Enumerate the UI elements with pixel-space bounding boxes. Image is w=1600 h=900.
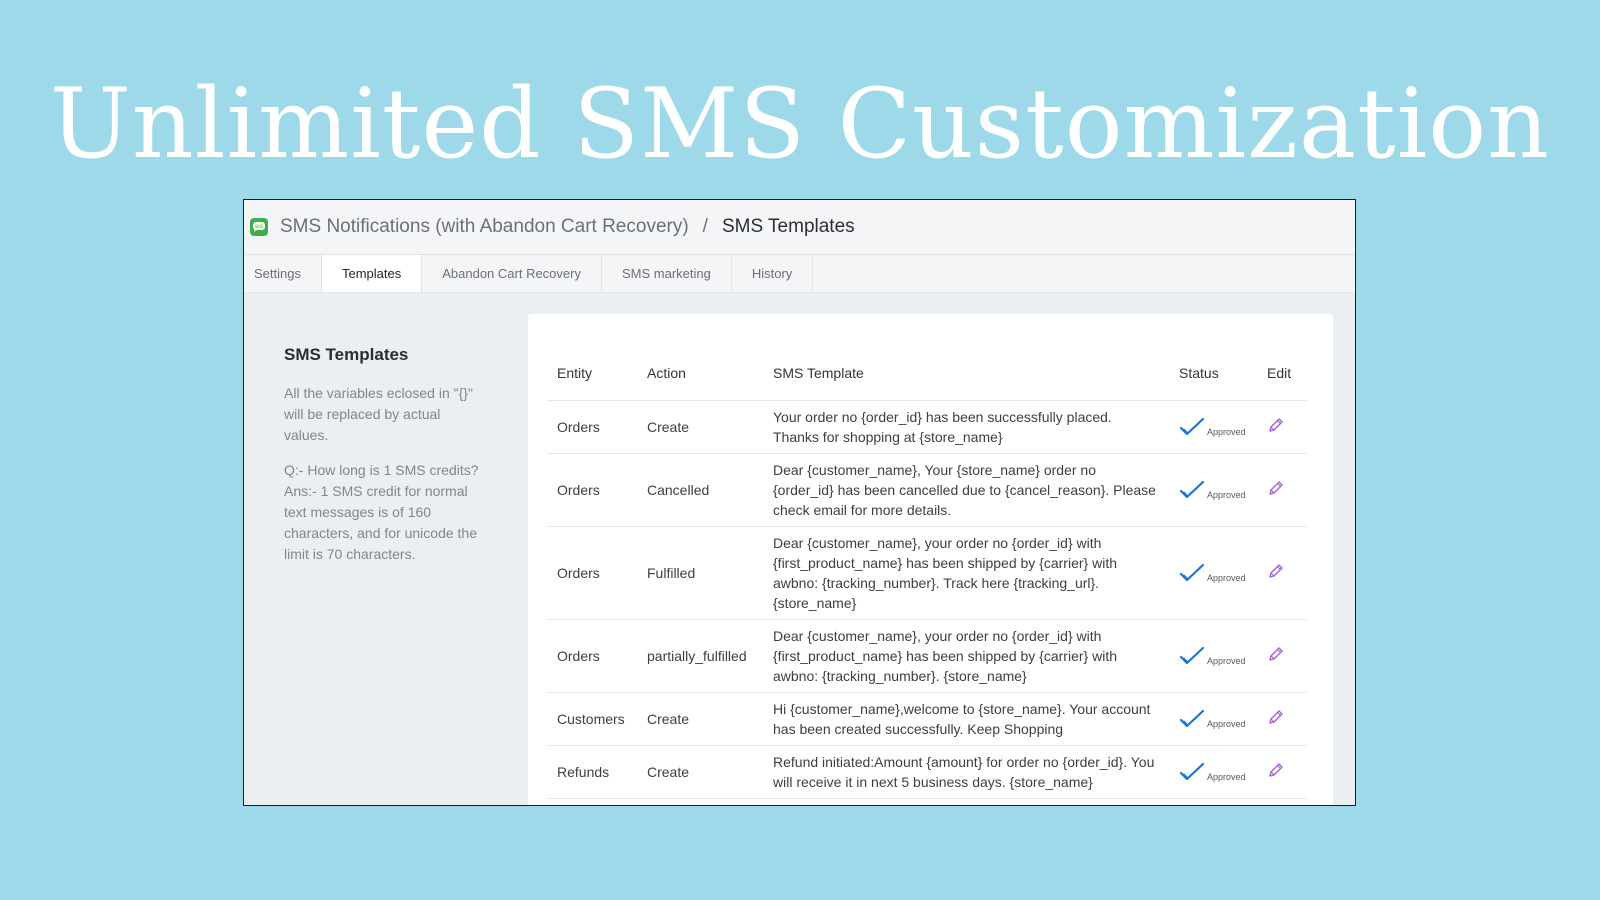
check-icon: [1179, 646, 1205, 666]
table-row: [547, 454, 1307, 527]
hero-title: Unlimited SMS Customization: [50, 68, 1550, 180]
header-entity: Entity: [547, 346, 637, 401]
status-badge: [1179, 417, 1247, 437]
sms-app-icon: [250, 218, 268, 236]
cell-status: [1169, 454, 1257, 527]
table-row: [547, 527, 1307, 620]
header-action: Action: [637, 346, 763, 401]
sidebar-description: All the variables eclosed in "{}" will be replaced by actual values.: [284, 385, 473, 443]
tab-abandon-cart-recovery[interactable]: Abandon Cart Recovery: [422, 255, 602, 292]
pencil-icon: [1267, 479, 1285, 497]
cell-sms-template: Dear {customer_name}, your order no {order_id} with {first_product_name} has been shipped by {carrier} with awbno: {tracking_number}. {store_name}: [763, 620, 1169, 693]
cell-edit: [1257, 620, 1307, 693]
table-row: [547, 401, 1307, 454]
tab-sms-marketing[interactable]: SMS marketing: [602, 255, 732, 292]
pencil-icon: [1267, 645, 1285, 663]
table-row: [547, 693, 1307, 746]
cell-sms-template: Dear {customer_name}, your order no {order_id} with {first_product_name} has been shipped by {carrier} with awbno: {tracking_number}. Track here {tracking_url}. {store_name}: [763, 527, 1169, 620]
check-icon: [1179, 762, 1205, 782]
status-label: Approved: [1207, 490, 1246, 500]
status-badge: [1179, 709, 1247, 729]
header-status: Status: [1169, 346, 1257, 401]
cell-sms-template: Refund initiated:Amount {amount} for order no {order_id}. You will receive it in next 5 business days. {store_name}: [763, 746, 1169, 799]
cell-edit: [1257, 693, 1307, 746]
cell-action: Create: [637, 746, 763, 799]
cell-edit: [1257, 454, 1307, 527]
pencil-icon: [1267, 416, 1285, 434]
header-edit: Edit: [1257, 346, 1307, 401]
cell-status: [1169, 693, 1257, 746]
check-icon: [1179, 417, 1205, 437]
pencil-icon: [1267, 708, 1285, 726]
status-badge: [1179, 762, 1247, 782]
cell-entity: Refunds: [547, 746, 637, 799]
cell-entity: Orders: [547, 620, 637, 693]
status-label: Approved: [1207, 573, 1246, 583]
cell-edit: [1257, 746, 1307, 799]
cell-status: [1169, 401, 1257, 454]
edit-button[interactable]: [1267, 645, 1285, 668]
cell-sms-template: Hi {customer_name},welcome to {store_name}. Your account has been created successfully. Keep Shopping: [763, 693, 1169, 746]
edit-button[interactable]: [1267, 416, 1285, 439]
check-icon: [1179, 709, 1205, 729]
cell-sms-template: Your order no {order_id} has been successfully placed. Thanks for shopping at {store_name}: [763, 401, 1169, 454]
status-label: Approved: [1207, 427, 1246, 437]
cell-status: [1169, 746, 1257, 799]
cell-entity: Orders: [547, 527, 637, 620]
status-label: Approved: [1207, 772, 1246, 782]
table-row: [547, 746, 1307, 799]
cell-status: [1169, 620, 1257, 693]
templates-card: [528, 314, 1333, 806]
cell-action: Create: [637, 693, 763, 746]
cell-action: Create: [637, 401, 763, 454]
templates-table: [547, 346, 1307, 799]
breadcrumb: [244, 200, 1355, 255]
edit-button[interactable]: [1267, 479, 1285, 502]
cell-entity: Orders: [547, 401, 637, 454]
pencil-icon: [1267, 562, 1285, 580]
breadcrumb-app-link[interactable]: SMS Notifications (with Abandon Cart Recovery): [280, 216, 689, 237]
cell-entity: Customers: [547, 693, 637, 746]
check-icon: [1179, 563, 1205, 583]
sidebar-info: [284, 345, 484, 579]
cell-action: Cancelled: [637, 454, 763, 527]
status-label: Approved: [1207, 719, 1246, 729]
pencil-icon: [1267, 761, 1285, 779]
table-row: [547, 620, 1307, 693]
edit-button[interactable]: [1267, 761, 1285, 784]
edit-button[interactable]: [1267, 708, 1285, 731]
cell-entity: Orders: [547, 454, 637, 527]
cell-edit: [1257, 527, 1307, 620]
cell-edit: [1257, 401, 1307, 454]
status-badge: [1179, 563, 1247, 583]
sidebar-title: SMS Templates: [284, 345, 409, 364]
faq-answer: Ans:- 1 SMS credit for normal text messages is of 160 characters, and for unicode the limit is 70 characters.: [284, 483, 478, 562]
header-sms-template: SMS Template: [763, 346, 1169, 401]
cell-status: [1169, 527, 1257, 620]
cell-action: Fulfilled: [637, 527, 763, 620]
cell-action: partially_fulfilled: [637, 620, 763, 693]
edit-button[interactable]: [1267, 562, 1285, 585]
tab-settings[interactable]: Settings: [244, 255, 322, 292]
status-badge: [1179, 480, 1247, 500]
table-header-row: [547, 346, 1307, 401]
status-badge: [1179, 646, 1247, 666]
tab-history[interactable]: History: [732, 255, 813, 292]
check-icon: [1179, 480, 1205, 500]
page-title: SMS Templates: [721, 216, 855, 237]
tab-templates[interactable]: Templates: [322, 255, 422, 292]
faq-question: Q:- How long is 1 SMS credits?: [284, 462, 479, 478]
status-label: Approved: [1207, 656, 1246, 666]
tab-bar: [244, 255, 1355, 293]
app-window: [243, 199, 1356, 806]
breadcrumb-separator: /: [702, 216, 708, 237]
svg-text:SMS: SMS: [254, 224, 264, 229]
cell-sms-template: Dear {customer_name}, Your {store_name} order no {order_id} has been cancelled due to {cancel_reason}. Please check email for more details.: [763, 454, 1169, 527]
